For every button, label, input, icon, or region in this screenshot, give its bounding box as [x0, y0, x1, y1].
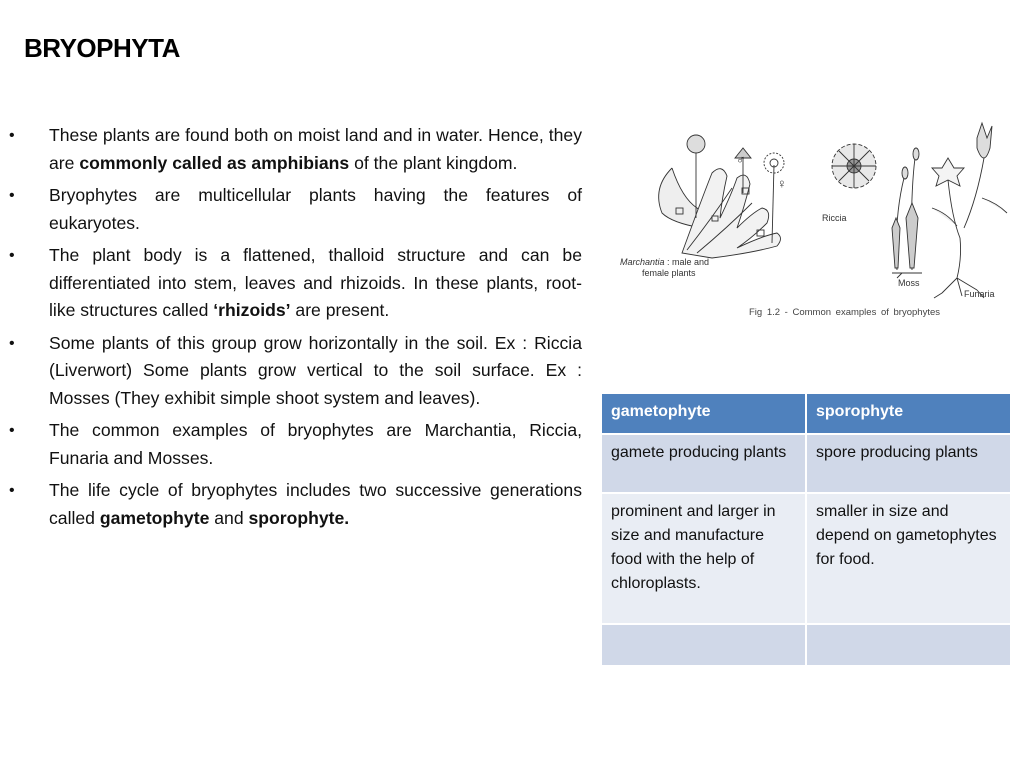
riccia-label: Riccia — [822, 213, 847, 223]
table-row — [601, 493, 1011, 624]
bullet-text — [49, 420, 582, 468]
slide-title: BRYOPHYTA — [24, 33, 180, 63]
funaria-label: Funaria — [964, 289, 995, 299]
header-gametophyte: gametophyte — [601, 393, 806, 434]
text-segment: The common examples of bryophytes are Marchantia, Riccia, Funaria and Mosses. — [49, 420, 582, 468]
bold-text: ‘rhizoids’ — [213, 300, 291, 320]
text-segment: Bryophytes are multicellular plants having the features of eukaryotes. — [49, 185, 582, 233]
bold-text: gametophyte — [99, 507, 210, 528]
marchantia-drawing — [659, 135, 784, 258]
bullet-dot-icon: • — [9, 187, 15, 204]
table-header-row — [601, 393, 1011, 434]
text-segment: are present. — [290, 300, 390, 320]
text-segment: of the plant kingdom. — [349, 152, 518, 173]
bullet-dot-icon: • — [9, 127, 15, 144]
table-cell: spore producing plants — [806, 434, 1011, 493]
marchantia-label-line2: female plants — [642, 268, 696, 278]
bullet-dot-icon: • — [9, 422, 15, 439]
bullet-text — [49, 480, 582, 528]
table-cell: gamete producing plants — [601, 434, 806, 493]
riccia-drawing — [832, 144, 876, 188]
table-cell: prominent and larger in size and manufacture food with the help of chloroplasts. — [601, 493, 806, 624]
text-segment: and — [209, 507, 249, 528]
bullet-dot-icon: • — [9, 482, 15, 499]
bullet-item — [0, 330, 582, 413]
male-symbol: ♂ — [736, 152, 746, 167]
bullet-text — [49, 333, 582, 408]
bullet-item — [0, 122, 582, 177]
marchantia-label — [620, 257, 709, 267]
bryophyte-figure — [612, 118, 1012, 328]
text-segment: The life cycle of bryophytes includes two successive generations called — [49, 480, 582, 528]
bullet-text — [49, 185, 582, 233]
table-cell — [601, 624, 806, 666]
funaria-drawing — [932, 123, 1007, 298]
bryophyte-illustration — [612, 118, 1012, 328]
text-segment: Some plants of this group grow horizontally in the soil. Ex : Riccia (Liverwort) Some plants grow vertical to the soil surface. Ex : Mosses (They exhibit simple shoot system and leaves). — [49, 332, 582, 408]
marchantia-label-rest: : male and — [664, 257, 710, 267]
text-segment: The plant body is a flattened, thalloid structure and can be differentiated into stem, leaves and rhizoids. In these plants, root-like structures called — [49, 245, 582, 320]
figure-caption: Fig 1.2 - Common examples of bryophytes — [749, 307, 940, 318]
bullet-item — [0, 477, 582, 532]
table-cell — [806, 624, 1011, 666]
bullet-text — [49, 125, 582, 173]
bullet-item — [0, 417, 582, 472]
bullet-item — [0, 242, 582, 325]
comparison-table — [600, 392, 1012, 667]
moss-label: Moss — [898, 278, 920, 288]
bullet-dot-icon: • — [9, 334, 15, 352]
bullet-item — [0, 182, 582, 237]
header-sporophyte: sporophyte — [806, 393, 1011, 434]
marchantia-name: Marchantia — [620, 257, 665, 267]
bullet-list — [0, 122, 582, 537]
table-row — [601, 434, 1011, 493]
text-segment: These plants are found both on moist land and in water. Hence, they are — [49, 125, 582, 173]
bullet-text — [49, 245, 582, 320]
bold-text: commonly called as amphibians — [79, 152, 350, 173]
table-row — [601, 624, 1011, 666]
female-symbol: ♀ — [777, 176, 787, 191]
table-cell: smaller in size and depend on gametophytes for food. — [806, 493, 1011, 624]
moss-drawing — [892, 148, 922, 278]
bold-text: sporophyte. — [248, 507, 350, 528]
bullet-dot-icon: • — [9, 247, 15, 264]
